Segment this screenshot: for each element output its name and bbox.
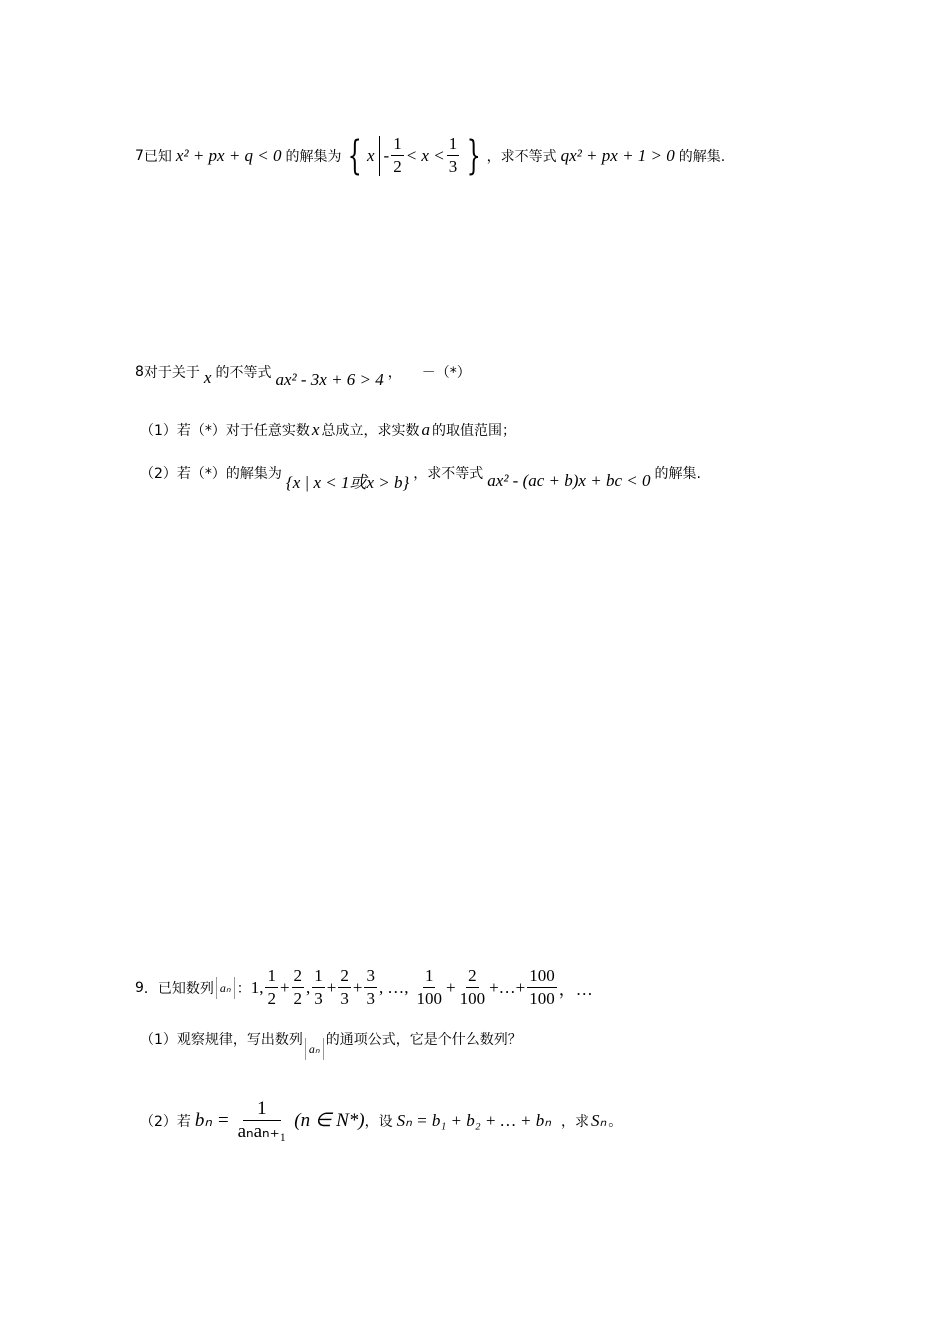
- q8-var: x: [203, 368, 212, 387]
- q9-plus-0: +: [279, 977, 290, 997]
- q9-p2-frac-den: aₙaₙ₊₁: [237, 1121, 287, 1142]
- q8-text-1: 对于关于: [143, 365, 200, 381]
- q9-frac-4-num: 3: [364, 965, 377, 988]
- q9-line: [135, 965, 593, 1010]
- q7-frac-2: [447, 133, 460, 178]
- q7-text-2: 的解集为: [285, 148, 342, 165]
- q7-text-3: ，求不等式: [486, 148, 557, 165]
- q7-frac-2-den: 3: [448, 157, 458, 176]
- q7-inequality-2: qx² + px + 1 > 0: [560, 145, 675, 165]
- q9-plus-2: +: [352, 977, 363, 997]
- q8-part2: [140, 460, 701, 492]
- q9-colon: ：: [236, 980, 251, 997]
- q9-frac-5-den: 100: [416, 989, 442, 1008]
- q9-frac-7-num: 100: [527, 965, 557, 988]
- q9-frac-0-num: 1: [265, 965, 278, 988]
- q8-tag: －（*）: [421, 365, 471, 381]
- q9-frac-2-den: 3: [314, 989, 323, 1008]
- q8-p1-label: （1）若（*）对于任意实数: [140, 423, 310, 439]
- q9-frac-1-num: 2: [292, 965, 305, 988]
- q7-lt: < x <: [405, 145, 445, 165]
- set-left-brace: {: [347, 132, 362, 179]
- q7-inequality-1: x² + px + q < 0: [175, 145, 282, 165]
- q9-plus-dots: +…+: [489, 977, 526, 997]
- q7-set-minus: -: [383, 145, 390, 165]
- q8-p2-mid: ，求不等式: [413, 465, 484, 482]
- q9-frac-7-den: 100: [529, 989, 555, 1008]
- q9-p2-s: Sₙ: [591, 1110, 607, 1130]
- q9-frac-2-num: 1: [312, 965, 325, 988]
- q9-frac-0: [265, 965, 278, 1010]
- q7-number: 7: [135, 147, 144, 164]
- q8-text-3: ，: [387, 365, 402, 381]
- q9-seq: aₙ: [216, 977, 235, 999]
- q9-p2-e: 。: [608, 1113, 623, 1130]
- set-right-brace: }: [466, 132, 481, 179]
- q7-set-var: x: [366, 145, 375, 165]
- q8-number: 8: [135, 364, 144, 380]
- q9-p1-a: （1）观察规律，写出数列: [140, 1032, 303, 1048]
- q9-frac-1-den: 2: [293, 989, 303, 1008]
- q9-frac-0-den: 2: [267, 989, 276, 1008]
- q8-text-2: 的不等式: [215, 365, 272, 381]
- q8-p1-x: x: [311, 420, 320, 439]
- q9-frac-4-den: 3: [366, 989, 375, 1008]
- q9-plus-1: +: [326, 977, 337, 997]
- q9-part2: [140, 1098, 622, 1143]
- q9-p2-a: （2）若: [140, 1113, 191, 1130]
- q9-p2-d: ，求: [561, 1113, 590, 1130]
- q9-frac-3-den: 3: [340, 989, 349, 1008]
- q9-frac-3-num: 2: [338, 965, 351, 988]
- q9-frac-5-num: 1: [423, 965, 436, 988]
- q9-tail: ，…: [558, 980, 593, 999]
- q9-frac-4: [364, 965, 377, 1010]
- q9-frac-3: [338, 965, 351, 1010]
- q9-frac-1: [292, 965, 305, 1010]
- q9-frac-7: [527, 965, 557, 1010]
- q7-frac-1-num: 1: [391, 133, 404, 156]
- q7-frac-2-num: 1: [447, 133, 460, 156]
- q8-part1: [140, 420, 516, 440]
- q8-p2-inequality: ax² - (ac + b)x + bc < 0: [487, 470, 651, 490]
- q9-p2-c: ，设: [364, 1113, 393, 1130]
- q9-frac-6: [458, 965, 488, 1010]
- q7-text-1: 已知: [143, 148, 172, 165]
- q9-one: 1,: [250, 977, 264, 997]
- q8-p1-end: 的取值范围；: [431, 423, 516, 439]
- q9-p1-seq: aₙ: [305, 1038, 324, 1060]
- q9-frac-6-den: 100: [459, 989, 486, 1008]
- q8-p2-end: 的解集.: [654, 465, 701, 482]
- q9-part1: [140, 1028, 522, 1056]
- q9-p2-frac-num: 1: [243, 1098, 281, 1121]
- q9-text-1: ．已知数列: [143, 980, 214, 997]
- q8-line: [135, 362, 471, 389]
- q8-inequality: ax² - 3x + 6 > 4: [275, 370, 384, 389]
- q9-p2-frac: [236, 1098, 289, 1143]
- q7-frac-1-den: 2: [393, 157, 402, 176]
- q9-comma-0: ,: [306, 977, 311, 997]
- q9-frac-2: [312, 965, 325, 1010]
- q9-number: 9: [135, 979, 144, 996]
- q9-p2-cond: (n ∈ N*): [294, 1110, 365, 1131]
- q9-p2-sum: Sₙ = b₁ + b₂ + … + bₙ: [396, 1110, 552, 1130]
- q7-text-4: 的解集.: [678, 148, 726, 165]
- q9-frac-6-num: 2: [466, 965, 479, 988]
- q8-p2-label: （2）若（*）的解集为: [140, 465, 282, 482]
- q8-p2-set: {x | x < 1或x > b}: [285, 473, 410, 492]
- q9-frac-5: [414, 965, 444, 1010]
- q9-plus-3: +: [445, 977, 456, 997]
- q9-p1-b: 的通项公式，它是个什么数列？: [325, 1032, 522, 1048]
- q9-p2-bn: bₙ =: [194, 1110, 230, 1131]
- q9-dots: …,: [387, 977, 409, 997]
- q9-comma-1: ,: [378, 977, 384, 997]
- set-bar: [379, 136, 380, 176]
- q7-frac-1: [391, 133, 404, 178]
- q8-p1-mid: 总成立，求实数: [321, 423, 420, 439]
- q7-line: [135, 133, 725, 178]
- q8-p1-a: a: [421, 420, 430, 439]
